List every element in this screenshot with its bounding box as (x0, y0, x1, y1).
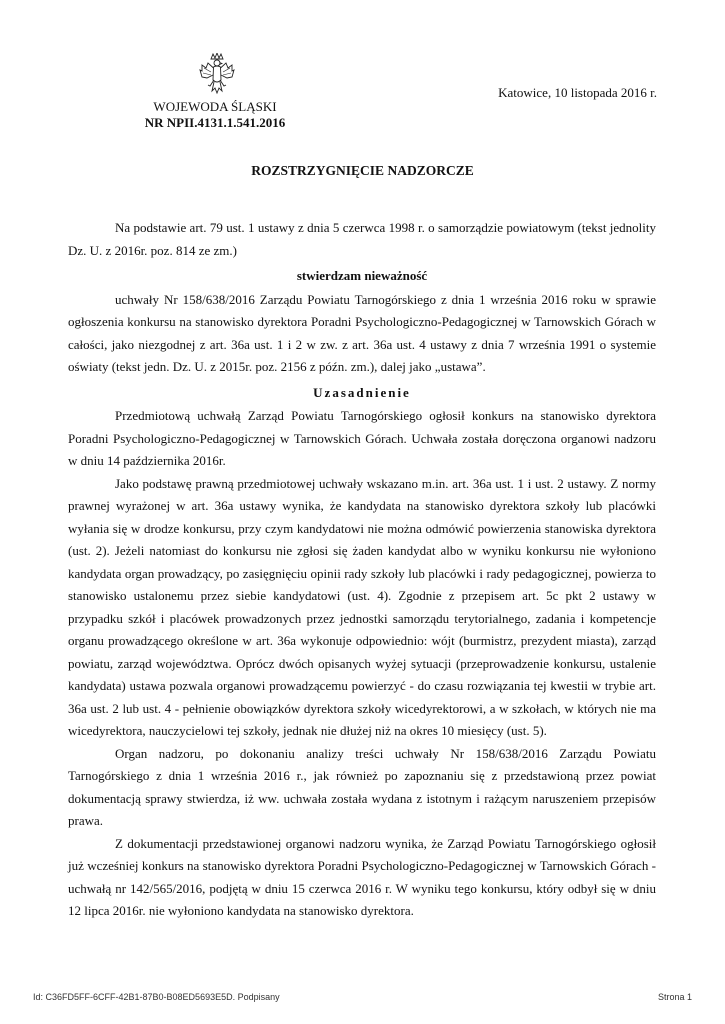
justification-paragraph-4: Z dokumentacji przedstawionej organowi nadzoru wynika, że Zarząd Powiatu Tarnogórskiego ogłosił już wcześniej konkurs na stanowisko dyrektora Poradni Psychologiczno-Pedagogicznej w Tarnowskich Górach - uchwałą nr 142/565/2016, podjętą w dniu 15 czerwca 2016 r. W wyniku tego konkursu, który odbył się w dniu 12 lipca 2016r. nie wyłoniono kandydata na stanowisko dyrektora. (68, 835, 656, 918)
place-and-date: Katowice, 10 listopada 2016 r. (498, 85, 657, 100)
legal-basis-paragraph: Na podstawie art. 79 ust. 1 ustawy z dnia 5 czerwca 1998 r. o samorządzie powiatowym (tekst jednolity Dz. U. z 2016r. poz. 814 ze zm.) (68, 220, 656, 258)
authority-name: WOJEWODA ŚLĄSKI (153, 99, 277, 114)
ruling-paragraph: uchwały Nr 158/638/2016 Zarządu Powiatu Tarnogórskiego z dnia 1 września 2016 roku w sprawie ogłoszenia konkursu na stanowisko dyrektora Poradni Psychologiczno-Pedagogicznej w Tarnowskich Górach w całości, jako niezgodnej z art. 36a ust. 1 i 2 w zw. z art. 36a ust. 4 ustawy z dnia 7 września 1991 o systemie oświaty (tekst jedn. Dz. U. z 2015r. poz. 2156 z późn. zm.), dalej jako „ustawa”. (68, 291, 656, 374)
document-title: ROZSTRZYGNIĘCIE NADZORCZE (251, 163, 474, 178)
polish-eagle-icon (199, 53, 235, 97)
justification-paragraph-2: Jako podstawę prawną przedmiotowej uchwały wskazano m.in. art. 36a ust. 1 i ust. 2 ustawy. Z normy prawnej wyrażonej w art. 36a ustawy wynika, że kandydata na stanowisko dyrektora szkoły lub placówki wyłania się w drodze konkursu, przy czym kandydatowi nie można odmówić powierzenia stanowiska dyrektora (ust. 2). Jeżeli natomiast do konkursu nie zgłosi się żaden kandydat albo w wyniku konkursu nie wyłoniono kandydata organ prowadzący, po zasięgnięciu opinii rady szkoły lub placówki i rady pedagogicznej, powierza to stanowisko ustalonemu przez siebie kandydatowi (ust. 4). Zgodnie z przepisem art. 5c pkt 2 ustawy w przypadku szkół i placówek prowadzonych przez jednostki samorządu terytorialnego, zadania i kompetencje organu prowadzącego określone w art. 36a wykonuje odpowiednio: wójt (burmistrz, prezydent miasta), zarząd powiatu, zarząd województwa. Oprócz dwóch opisanych wyżej sytuacji (przeprowadzenie konkursu, ustalenie kandydata) ustawa pozwala organowi prowadzącemu powierzyć - do czasu rozwiązania tej kwestii w trybie art. 36a ust. 2 lub ust. 4 - pełnienie obowiązków dyrektora szkoły wicedyrektorowi, a w szkołach, w których nie ma wicedyrektora, nauczycielowi tej szkoły, jednak nie dłużej niż na okres 10 miesięcy (ust. 5). (68, 475, 656, 738)
justification-heading: Uzasadnienie (313, 384, 411, 400)
page-number-footer: Strona 1 (657, 992, 692, 1002)
ruling-heading: stwierdzam nieważność (296, 268, 428, 283)
case-number: NR NPII.4131.1.541.2016 (144, 115, 286, 130)
justification-paragraph-1: Przedmiotową uchwałą Zarząd Powiatu Tarnogórskiego ogłosił konkurs na stanowisko dyrektora Poradni Psychologiczno-Pedagogicznej w Tarnowskich Górach. Uchwała została doręczona organowi nadzoru w dniu 14 października 2016r. (68, 408, 656, 468)
document-body (68, 217, 656, 923)
justification-paragraph-3: Organ nadzoru, po dokonaniu analizy treści uchwały Nr 158/638/2016 Zarządu Powiatu Tarnogórskiego z dnia 1 września 2016 r., jak również po zapoznaniu się z przedstawioną przez powiat dokumentacją sprawy stwierdza, iż ww. uchwała została wydana z istotnym i rażącym naruszeniem przepisów prawa. (68, 745, 656, 828)
document-id-footer: Id: C36FD5FF-6CFF-42B1-87B0-B08ED5693E5D. Podpisany (33, 992, 280, 1002)
issuing-authority-block (120, 99, 310, 131)
